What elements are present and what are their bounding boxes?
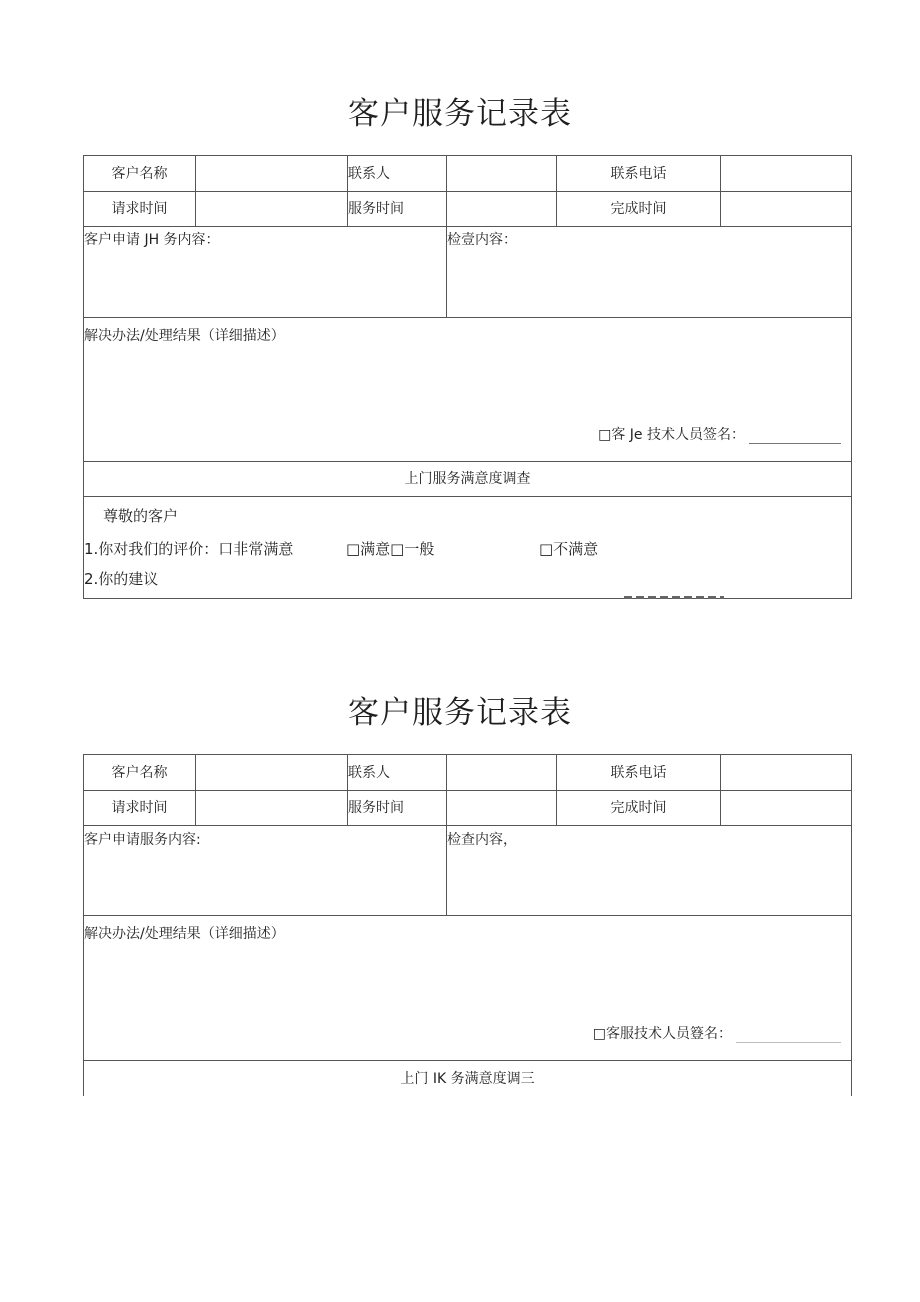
service-time-label: 服务时间 (347, 192, 446, 226)
inspect-content-area[interactable] (446, 227, 852, 317)
form1-row-solution (84, 318, 851, 462)
form2-row-content (84, 826, 851, 916)
customer-name-field[interactable] (195, 156, 347, 191)
signature-label: □客服技术人员簦名： (592, 1026, 732, 1042)
signature-line[interactable] (749, 443, 841, 444)
signature-block (593, 1023, 841, 1043)
customer-name-field[interactable] (195, 755, 347, 790)
q1-option-satisfied[interactable]: □满意□一般 (346, 540, 435, 558)
inspect-content-label: 检壹内容： (447, 232, 517, 248)
inspect-content-label: 检查内容， (447, 832, 517, 848)
customer-name-label: 客户名称 (111, 165, 168, 182)
request-content-label: 客户申请 JH 务内容： (84, 232, 220, 248)
form1-row-time (84, 192, 851, 227)
survey-header: 上门服务满意度调查 (404, 471, 531, 487)
complete-time-field[interactable] (720, 791, 852, 825)
service-time-label: 服务时间 (347, 791, 446, 825)
form2-row-survey-header (84, 1061, 851, 1096)
signature-label: □客 Je 技术人员签名： (598, 427, 745, 443)
signature-block (598, 424, 841, 444)
service-time-field[interactable] (446, 192, 556, 226)
request-time-field[interactable] (195, 192, 347, 226)
contact-label: 联系人 (347, 156, 446, 191)
form2-table (83, 754, 852, 1096)
form2-row-contact (84, 755, 851, 791)
greeting: 尊敬的客户 (103, 507, 179, 525)
phone-field[interactable] (720, 156, 852, 191)
form1-row-content (84, 227, 851, 318)
complete-time-label: 完成时间 (556, 192, 720, 226)
signature-line[interactable] (736, 1042, 841, 1043)
phone-label: 联系电话 (556, 156, 720, 191)
survey-header: 上门 IK 务满意度调三 (400, 1070, 535, 1087)
request-content-area[interactable] (84, 227, 446, 317)
solution-label: 解决办法/处理结果（详细描述） (84, 328, 285, 344)
request-time-label: 请求时间 (111, 800, 168, 816)
contact-field[interactable] (446, 755, 556, 790)
phone-field[interactable] (720, 755, 852, 790)
request-time-label: 请求时间 (111, 201, 168, 217)
form2-row-time (84, 791, 851, 826)
contact-field[interactable] (446, 156, 556, 191)
inspect-content-area[interactable] (446, 826, 852, 915)
q1-text[interactable]: 1.你对我们的评价：口非常满意 (84, 540, 294, 558)
request-content-label: 客户申请服务内容: (84, 832, 201, 848)
cutoff-text-fragment (624, 596, 724, 599)
form1-title: 客户服务记录表 (348, 96, 572, 132)
request-content-area[interactable] (84, 826, 446, 915)
q1-option-unsatisfied[interactable]: □不满意 (539, 540, 599, 558)
form1-table (83, 155, 852, 599)
phone-label: 联系电话 (556, 755, 720, 790)
contact-label: 联系人 (347, 755, 446, 790)
form1-row-survey-header (84, 462, 851, 497)
form1-row-survey (84, 497, 851, 599)
form1-row-contact (84, 156, 851, 192)
solution-label: 解决办法/处理结果（详细描述） (84, 926, 285, 942)
request-time-field[interactable] (195, 791, 347, 825)
customer-name-label: 客户名称 (111, 764, 168, 781)
q2-text: 2.你的建议 (84, 570, 159, 588)
form2-title: 客户服务记录表 (348, 695, 572, 731)
complete-time-label: 完成时间 (556, 791, 720, 825)
form2-row-solution (84, 916, 851, 1061)
service-time-field[interactable] (446, 791, 556, 825)
complete-time-field[interactable] (720, 192, 852, 226)
